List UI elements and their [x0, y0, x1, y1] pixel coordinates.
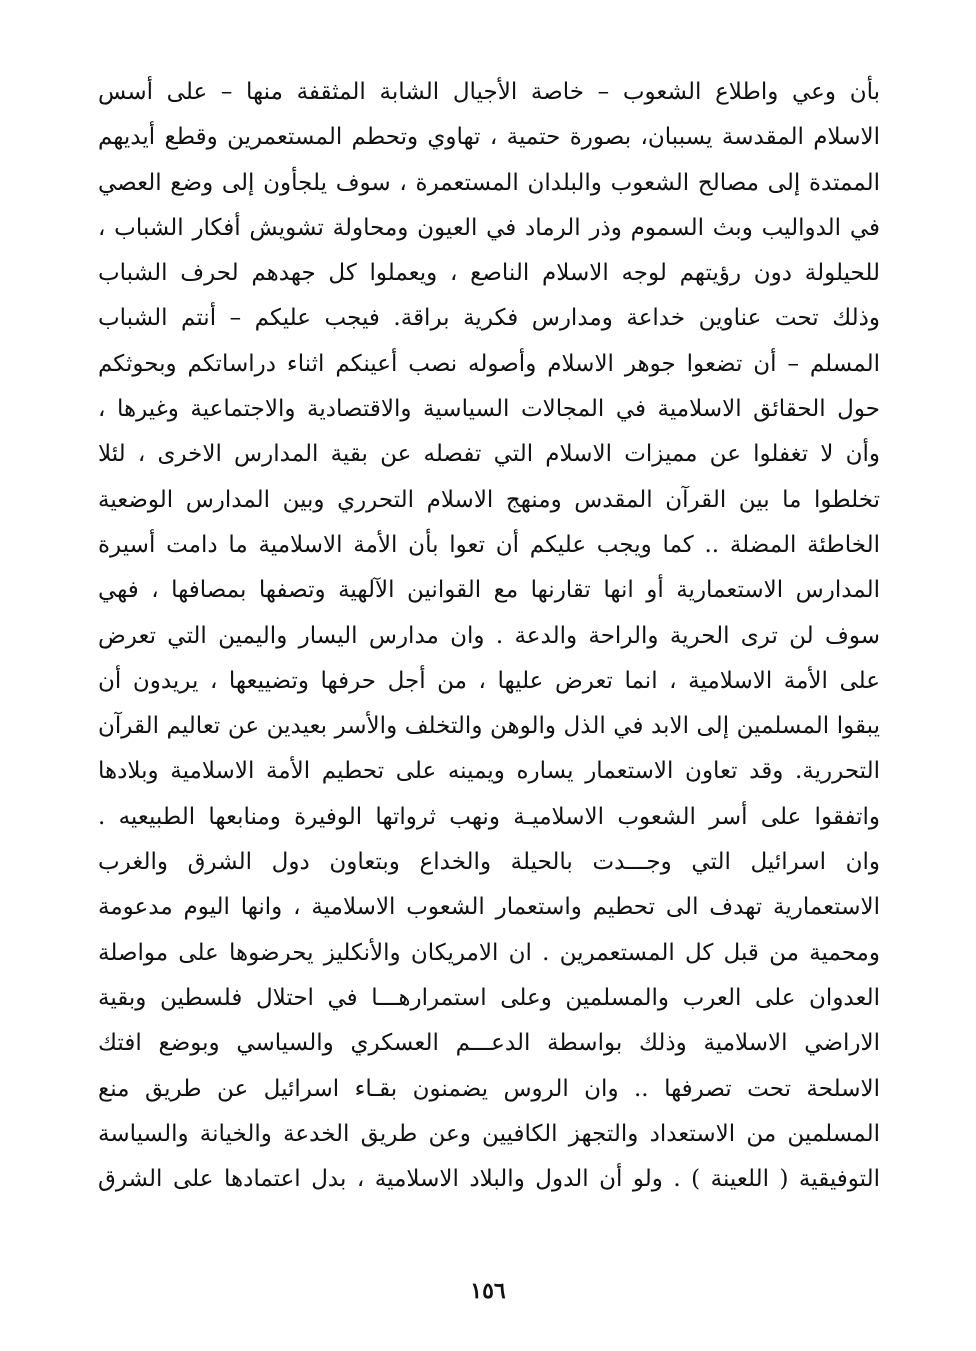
text-line: ومحمية من قبل كل المستعمرين . ان الامريكان والأنكليز يحرضوها على مواصلة	[98, 939, 880, 966]
text-line: التحررية. وقد تعاون الاستعمار يساره ويمينه على تحطيم الأمة الاسلامية وبلادها	[98, 758, 880, 785]
text-line: الاسلحة تحت تصرفها .. وان الروس يضمنون بقـاء اسرائيل عن طريق منع	[98, 1075, 880, 1102]
page-number: ١٥٦	[470, 1278, 506, 1304]
text-line: الاستعمارية تهدف الى تحطيم واستعمار الشعوب الاسلامية ، وانها اليوم مدعومة	[98, 894, 880, 921]
text-line: يبقوا المسلمين إلى الابد في الذل والوهن والتخلف والأسر بعيدين عن تعاليم القرآن	[98, 713, 880, 740]
text-line: وان اسرائيل التي وجـــدت بالحيلة والخداع وبتعاون دول الشرق والغرب	[98, 849, 880, 876]
text-line: على الأمة الاسلامية ، انما تعرض عليها ، من أجل حرفها وتضييعها ، يريدون أن	[98, 667, 880, 694]
text-line: المدارس الاستعمارية أو انها تقارنها مع القوانين الآلهية وتصفها بمصافها ، فهي	[98, 577, 880, 604]
text-line: في الدواليب وبث السموم وذر الرماد في العيون ومحاولة تشويش أفكار الشباب ،	[98, 214, 880, 241]
text-line: الاراضي الاسلامية وذلك بواسطة الدعـــم العسكري والسياسي وبوضع افتك	[98, 1030, 880, 1057]
text-line: تخلطوا ما بين القرآن المقدس ومنهج الاسلام التحرري وبين المدارس الوضعية	[98, 486, 880, 513]
text-line: واتفقوا على أسر الشعوب الاسلاميـة ونهب ثرواتها الوفيرة ومنابعها الطبيعيه .	[98, 803, 880, 830]
text-line: الاسلام المقدسة يسببان، بصورة حتمية ، تهاوي وتحطم المستعمرين وقطع أيديهم	[98, 124, 880, 151]
text-line: بأن وعي واطلاع الشعوب – خاصة الأجيال الشابة المثقفة منها – على أسس	[98, 79, 880, 105]
text-line: العدوان على العرب والمسلمين وعلى استمرارهـــا في احتلال فلسطين وبقية	[98, 984, 880, 1011]
text-line: الخاطئة المضلة .. كما ويجب عليكم أن تعوا بأن الأمة الاسلامية ما دامت أسيرة	[98, 531, 880, 558]
text-line: سوف لن ترى الحرية والراحة والدعة . وان مدارس اليسار واليمين التي تعرض	[98, 622, 880, 649]
text-line: المسلمين من الاستعداد والتجهز الكافيين وعن طريق الخدعة والخيانة والسياسة	[98, 1120, 880, 1147]
text-line: التوفيقية ( اللعينة ) . ولو أن الدول والبلاد الاسلامية ، بدل اعتمادها على الشرق	[98, 1166, 880, 1193]
text-line: وذلك تحت عناوين خداعة ومدارس فكرية براقة. فيجب عليكم – أنتم الشباب	[98, 305, 880, 332]
text-line: المسلم – أن تضعوا جوهر الاسلام وأصوله نصب أعينكم اثناء دراساتكم وبحوثكم	[98, 350, 880, 377]
text-line: وأن لا تغفلوا عن مميزات الاسلام التي تفصله عن بقية المدارس الاخرى ، لئلا	[98, 441, 880, 468]
body-text	[98, 70, 880, 1202]
text-line: حول الحقائق الاسلامية في المجالات السياسية والاقتصادية والاجتماعية وغيرها ،	[98, 396, 880, 423]
text-line: للحيلولة دون رؤيتهم لوجه الاسلام الناصع ، ويعملوا كل جهدهم لحرف الشباب	[98, 260, 880, 287]
text-line: الممتدة إلى مصالح الشعوب والبلدان المستعمرة ، سوف يلجأون إلى وضع العصي	[98, 169, 880, 196]
